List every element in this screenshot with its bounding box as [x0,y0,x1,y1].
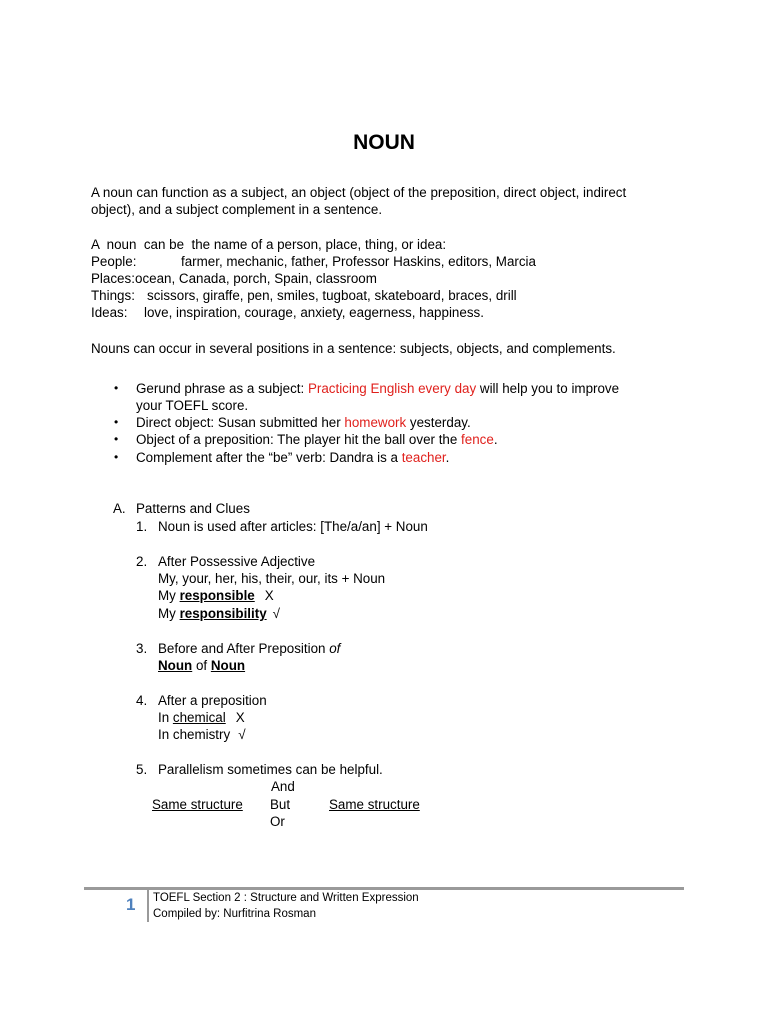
conjunction-or: Or [270,814,285,829]
definition-line: A noun can be the name of a person, place, thing, or idea: [91,237,447,252]
item-number: 1. [136,519,148,534]
red-example: homework [344,415,407,430]
wrong-mark: X [264,588,274,603]
footer-compiler: Compiled by: Nurfitrina Rosman [153,908,316,920]
wrong-example: My responsible X [158,588,274,603]
item-after-preposition: After a preposition [158,693,267,708]
people-text: farmer, mechanic, father, Professor Haskins, editors, Marcia [181,254,536,269]
item-possessive: After Possessive Adjective [158,554,316,569]
intro-line-1: A noun can function as a subject, an object (object of the preposition, direct object, indirect [91,185,627,200]
footer-course: TOEFL Section 2 : Structure and Written Expression [153,892,419,904]
item-articles: Noun is used after articles: [The/a/an] + Noun [158,519,428,534]
positions-line: Nouns can occur in several positions in a sentence: subjects, objects, and complements. [91,341,616,356]
wrong-example: In chemical X [158,710,245,725]
bullet-dot: • [114,450,119,464]
correct-example: In chemistry √ [158,727,246,742]
check-mark: √ [272,606,280,621]
wrong-mark: X [235,710,245,725]
section-letter: A. [113,501,126,516]
bullet-direct-object: Direct object: Susan submitted her homework yesterday. [136,415,471,430]
things-text: scissors, giraffe, pen, smiles, tugboat, skateboard, braces, drill [147,288,517,303]
ideas-text: love, inspiration, courage, anxiety, eagerness, happiness. [144,305,484,320]
places-text: ocean, Canada, porch, Spain, classroom [135,271,377,286]
possessive-list: My, your, her, his, their, our, its + Noun [158,571,386,586]
item-number: 5. [136,762,148,777]
intro-line-2: object), and a subject complement in a sentence. [91,202,383,217]
item-number: 4. [136,693,148,708]
noun-of-noun: Noun of Noun [158,658,246,673]
things-label: Things: [91,288,135,303]
same-structure-right: Same structure [329,797,420,812]
bullet-dot: • [114,381,119,395]
bullet-object-of-preposition: Object of a preposition: The player hit the ball over the fence. [136,432,498,447]
page-title: NOUN [353,131,415,154]
correct-example: My responsibility √ [158,606,280,621]
item-parallelism: Parallelism sometimes can be helpful. [158,762,383,777]
item-number: 2. [136,554,148,569]
places-label: Places: [91,271,135,286]
item-preposition-of: Before and After Preposition of [158,641,341,656]
conjunction-and: And [271,779,295,794]
red-example: Practicing English every day [307,381,477,396]
bullet-gerund-continued: your TOEFL score. [136,398,249,413]
ideas-label: Ideas: [91,305,128,320]
same-structure-left: Same structure [152,797,243,812]
section-heading: Patterns and Clues [136,501,250,516]
footer-divider [147,890,149,922]
people-label: People: [91,254,137,269]
bullet-dot: • [114,432,119,446]
check-mark: √ [238,727,246,742]
bullet-gerund: Gerund phrase as a subject: Practicing English every day will help you to improve [136,381,620,396]
red-example: teacher [401,450,446,465]
page-number: 1 [126,895,136,914]
item-number: 3. [136,641,148,656]
red-example: fence [461,432,494,447]
bullet-dot: • [114,415,119,429]
footer-rule [84,887,684,890]
bullet-complement: Complement after the “be” verb: Dandra is a teacher. [136,450,450,465]
conjunction-but: But [270,797,291,812]
